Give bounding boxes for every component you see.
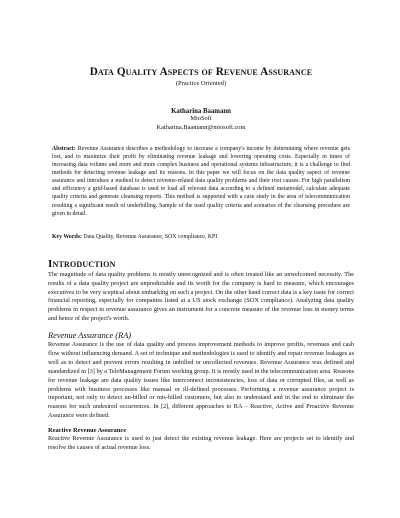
- author-email: Katharina.Baamann@miosoft.com: [156, 123, 246, 131]
- keywords-label: Key Words:: [52, 233, 82, 240]
- reactive-ra-heading: Reactive Revenue Assurance: [48, 427, 127, 435]
- introduction-paragraph: The magnitude of data quality problems is mostly unrecognized and is often treated like an unwelcomed necessity. The results of a data quality project are unpredictable and its worth for the company is hard to measure, which encourages executives to be very sceptical about embarking on such a project. On the other hand correct data is a key issue for correct financial reporting, especially for companies listed at a US stock exchange (SOX compliance). Analyzing data quality problems in respect to revenue assurance gives an instrument for a concrete measure of the revenue loss in money terms and hence of the project's worth.: [48, 270, 354, 323]
- keywords-text: Data Quality, Revenue Assurance, SOX compliance, KPI: [83, 233, 218, 240]
- reactive-ra-paragraph: Reactive Revenue Assurance is used to just detect the existing revenue leakage. Here are projects set to identify and resolve the causes of actual revenue loss.: [48, 435, 354, 451]
- revenue-assurance-heading: Revenue Assurance (RA): [48, 331, 132, 340]
- author-name: Katharina Baamann: [171, 108, 231, 116]
- revenue-assurance-paragraph: Revenue Assurance is the use of data quality and process improvement methods to improve profits, revenues and cash flow without influencing demand. A set of technique and methodologies is used to identify and repair revenue leakages as well as to detect and prevent errors resulting in unbilled or uncollected revenues. Revenue Assurance was defined and standardized in [3] by a TeleManagement Forum working group. It is mostly used in the telecommunication area. Reasons for revenue leakage are data quality issues like interconnect inconsistencies, loss of data or corrupted files, as well as problems with business processes like manual or ill-defined processes. Performing a revenue assurance project is important, not only to detect un-billed or mis-billed customers, but also to understand and in the end to eliminate the reasons for such undesired occurrences. In [2], different approaches to RA – Reactive, Active and Proactive Revenue Assurance were defined.: [48, 341, 354, 420]
- abstract-label: Abstract:: [52, 146, 76, 153]
- paper-subtitle: (Practice Oriented): [175, 80, 227, 88]
- abstract: [52, 145, 350, 218]
- paper-title: Data Quality Aspects of Revenue Assurance: [89, 66, 313, 78]
- introduction-heading: Introduction: [48, 257, 116, 270]
- abstract-text: Revenue Assurance describes a methodology to increase a company's income by determining where revenue gets lost, and to maximize their profit by eliminating revenue leakage and lowering operating costs. Especially in times of increasing data volume and more and more complex business and operational systems infrastructure, it is a challenge to find methods for detecting revenue leakage and its reasons. In this paper we will focus on the data quality aspect of revenue assurance and introduce a method to detect revenue-related data quality problems and their root causes. For high parallelism and efficiency a grid-based database is used to load all relevant data according to a defined metamodel, calculate adequate quality criteria and generate cleansing reports. This method is supported with a case study in the area of telecommunication resulting a significant result of underbilling. Sample of the used quality criteria and scenarios of the cleansing procedure are given in detail.: [52, 146, 350, 217]
- keywords: [52, 234, 350, 240]
- author-affiliation: MioSoft: [190, 115, 212, 123]
